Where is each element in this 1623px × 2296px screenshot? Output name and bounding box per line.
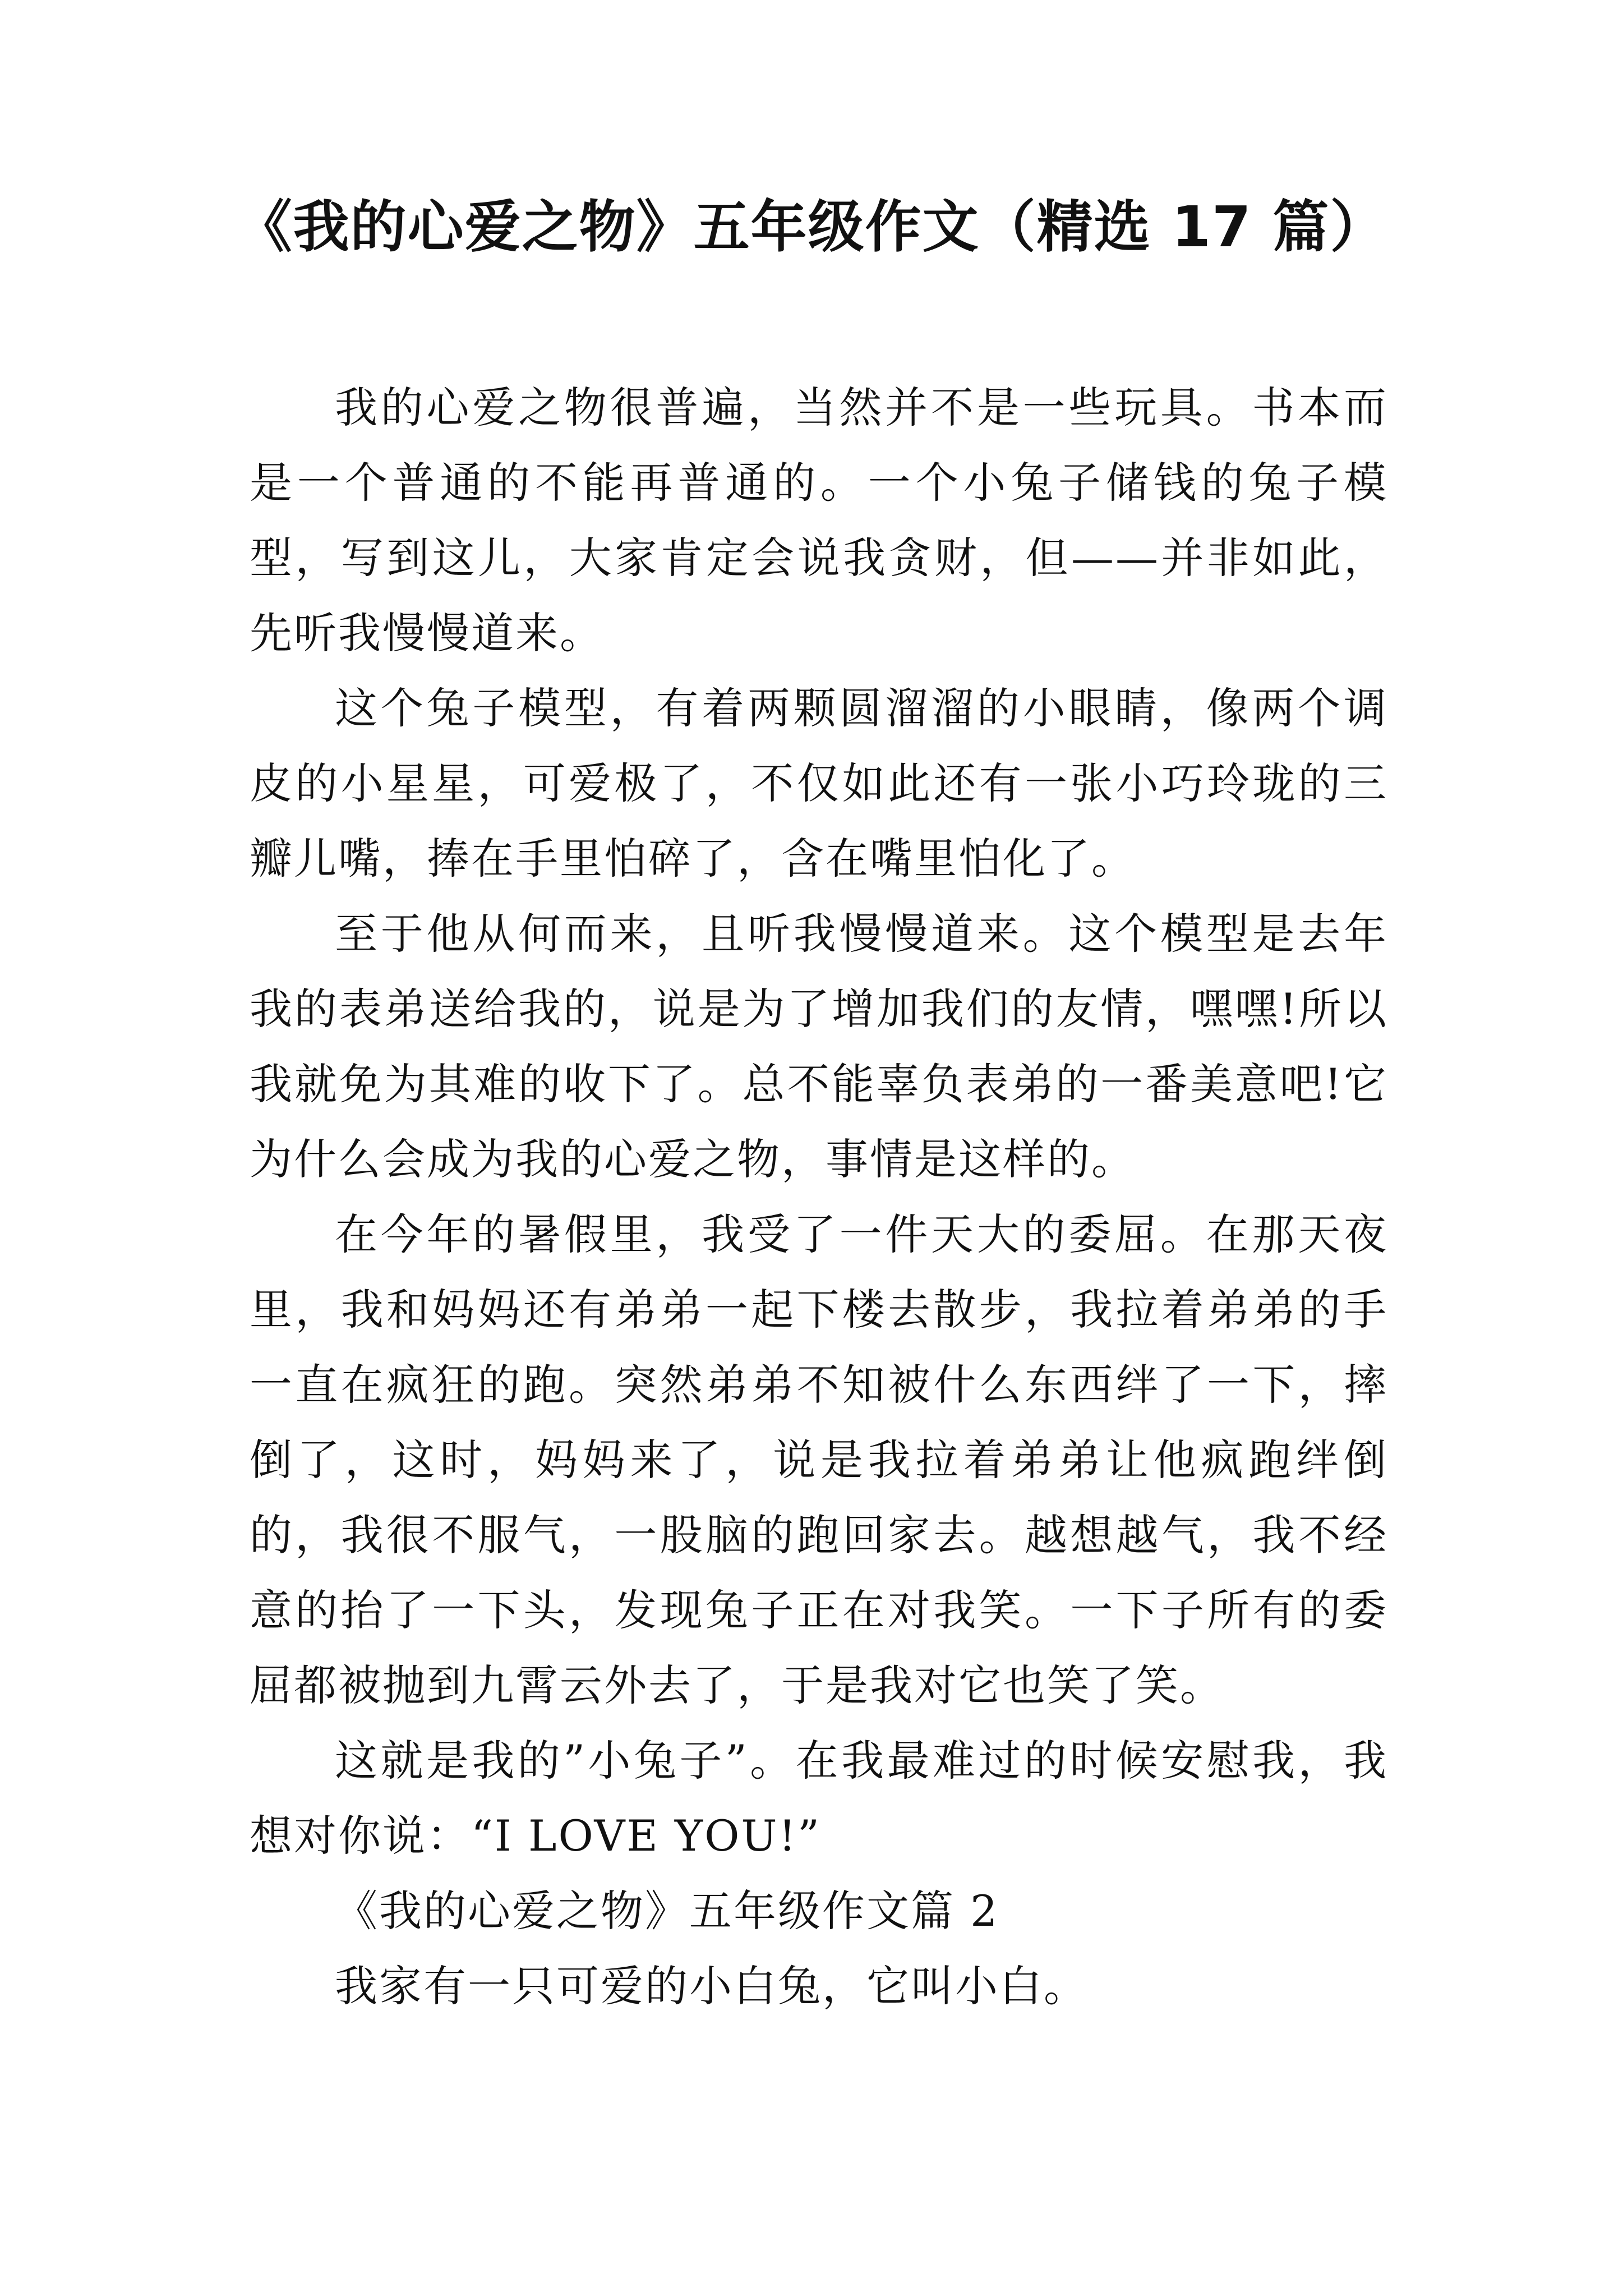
section-heading: 《我的心爱之物》五年级作文篇 2 [335, 1886, 999, 1936]
paragraph-5: 这就是我的”小兔子”。在我最难过的时候安慰我，我想对你说：“I LOVE YOU!” [250, 1736, 1388, 1861]
paragraph-4: 在今年的暑假里，我受了一件天大的委屈。在那天夜里，我和妈妈还有弟弟一起下楼去散步，我拉着弟弟的手一直在疯狂的跑。突然弟弟不知被什么东西绊了一下，摔倒了，这时，妈妈来了，说是我拉着弟弟让他疯跑绊倒的，我很不服气，一股脑的跑回家去。越想越气，我不经意的抬了一下头，发现兔子正在对我笑。一下子所有的委屈都被抛到九霄云外去了，于是我对它也笑了笑。 [250, 1209, 1388, 1710]
paragraph-1: 我的心爱之物很普遍，当然并不是一些玩具。书本而是一个普通的不能再普通的。一个小兔子储钱的兔子模型，写到这儿，大家肯定会说我贪财，但——并非如此，先听我慢慢道来。 [250, 383, 1388, 658]
paragraph-2: 这个兔子模型，有着两颗圆溜溜的小眼睛，像两个调皮的小星星，可爱极了，不仅如此还有一张小巧玲珑的三瓣儿嘴，捧在手里怕碎了，含在嘴里怕化了。 [250, 683, 1388, 884]
document-body [250, 370, 1388, 2024]
paragraph-3: 至于他从何而来，且听我慢慢道来。这个模型是去年我的表弟送给我的，说是为了增加我们的友情，嘿嘿!所以我就免为其难的收下了。总不能辜负表弟的一番美意吧!它为什么会成为我的心爱之物，事情是这样的。 [250, 909, 1388, 1184]
document-title: 《我的心爱之物》五年级作文（精选 17 篇） [236, 194, 1387, 260]
paragraph-6: 我家有一只可爱的小白兔，它叫小白。 [335, 1961, 1088, 2011]
